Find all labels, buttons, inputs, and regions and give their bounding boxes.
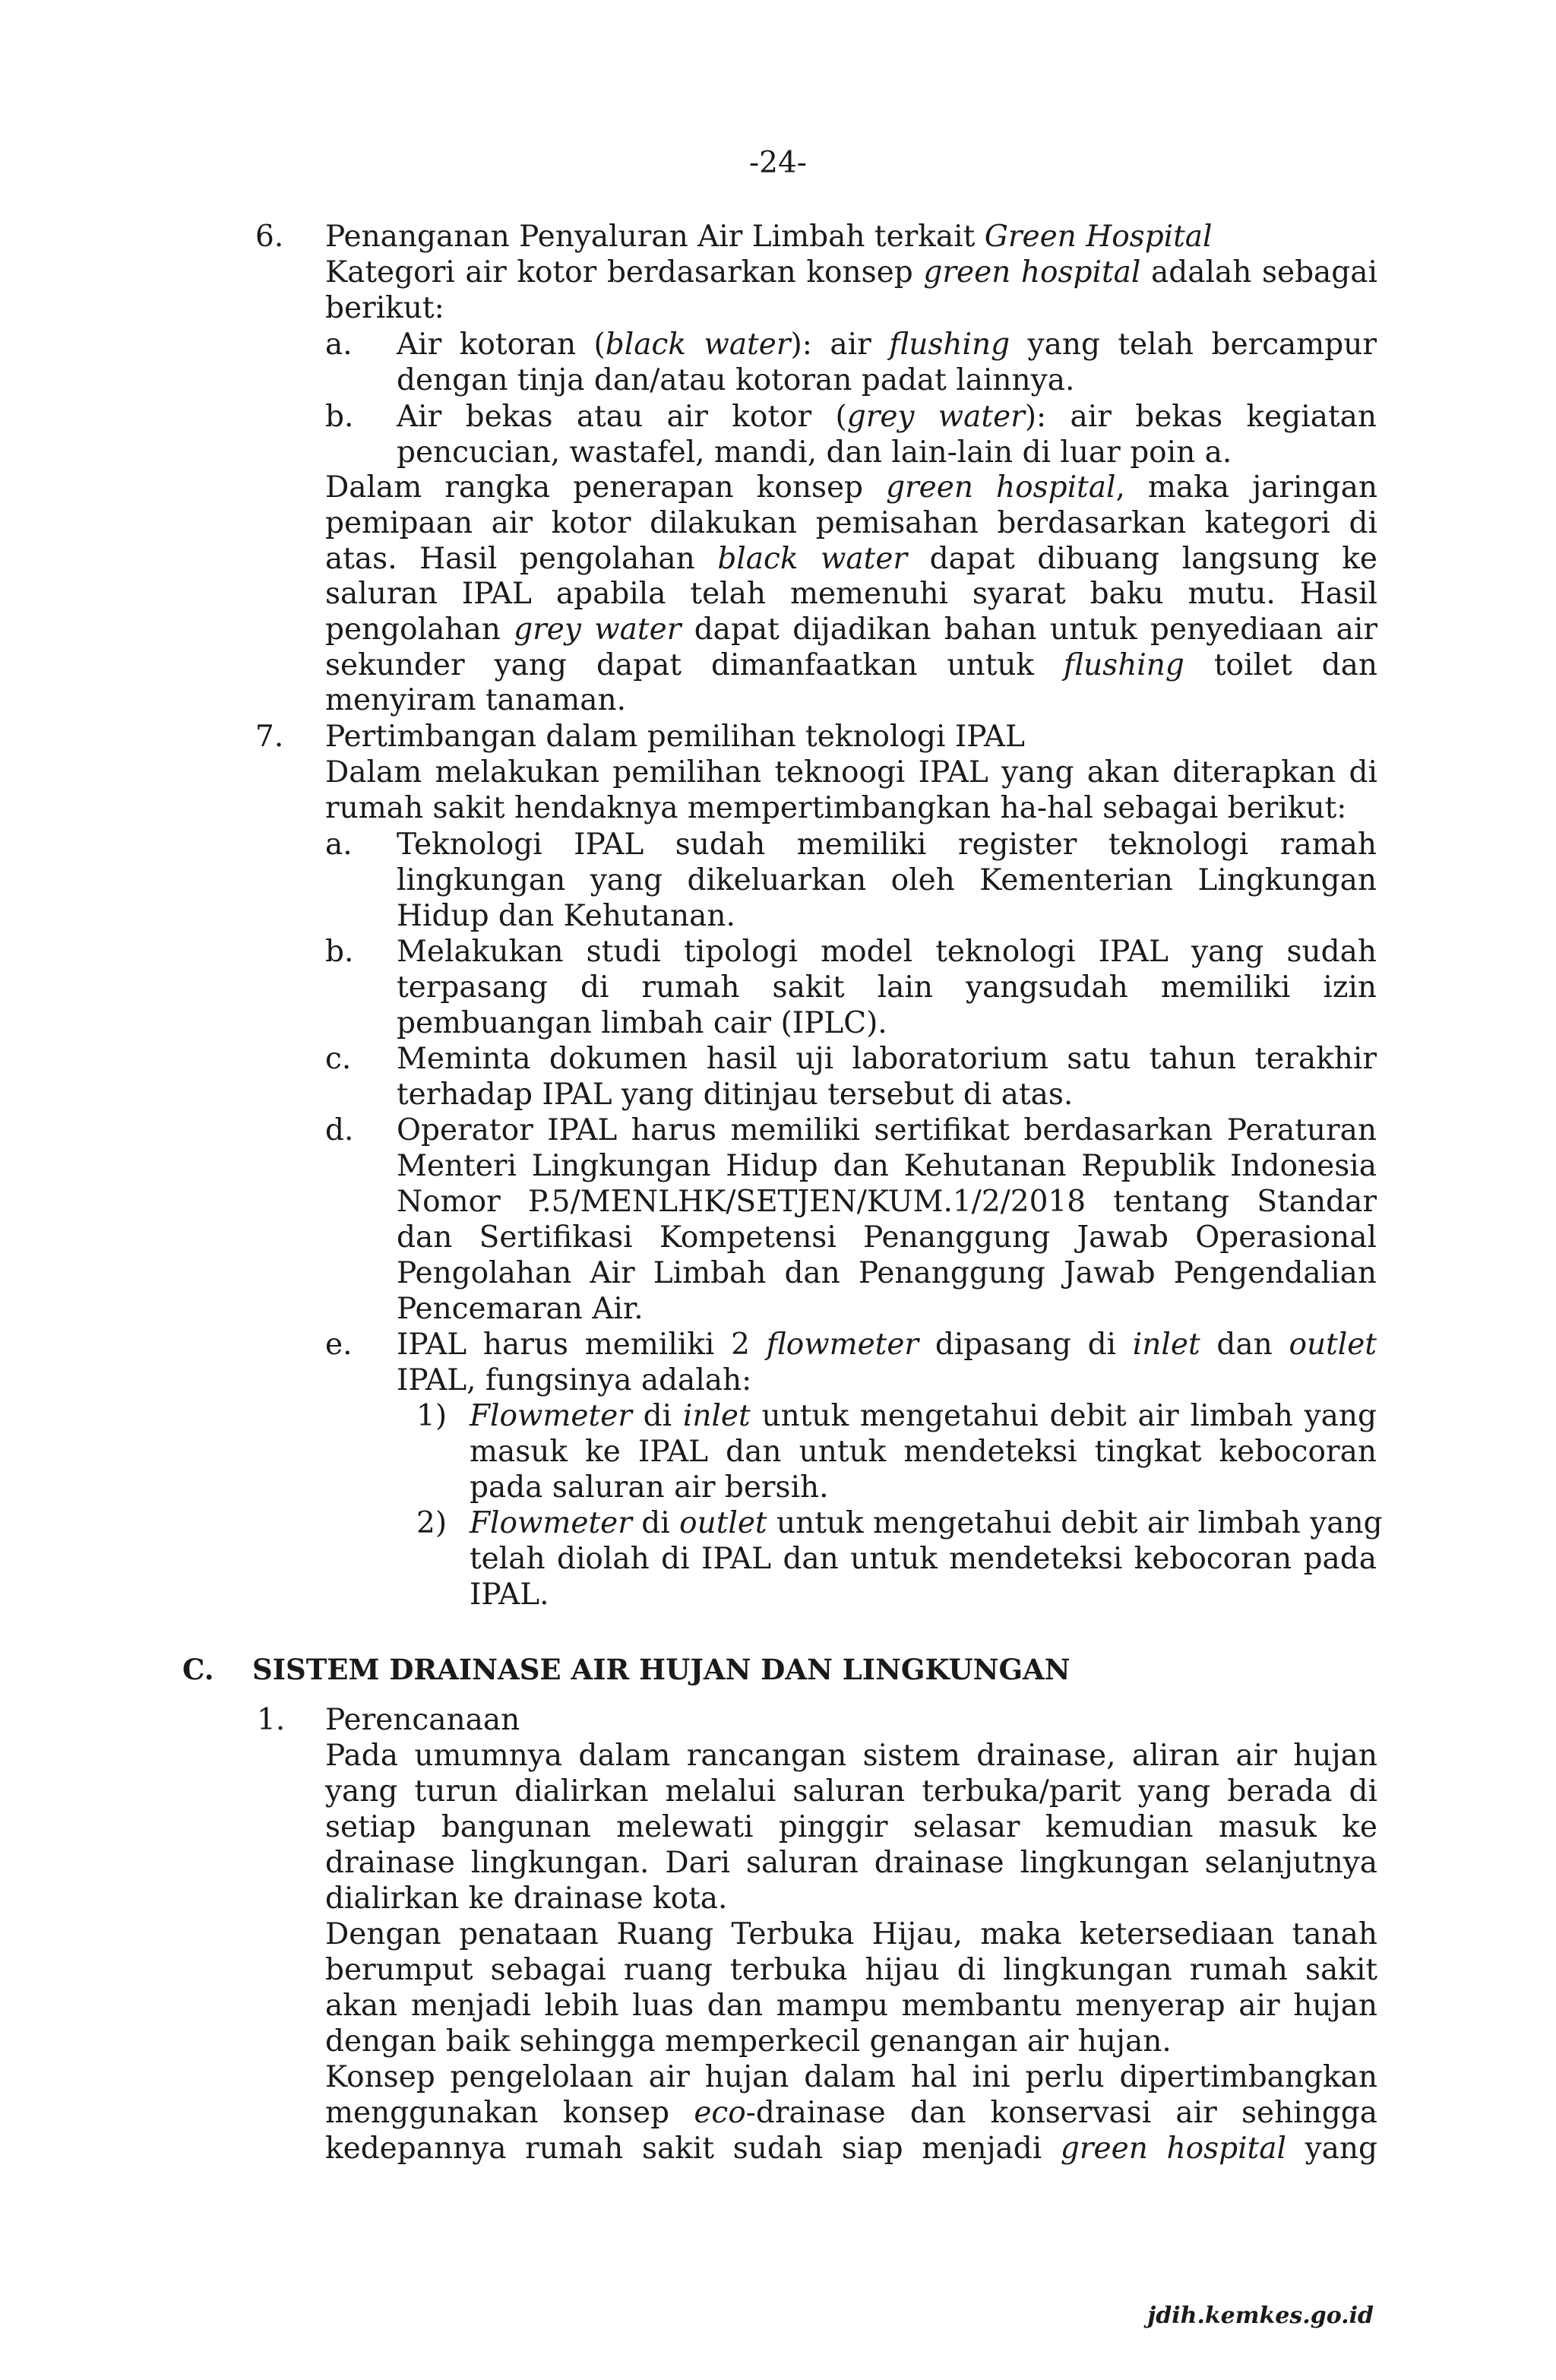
list-marker: a. — [325, 828, 353, 862]
text-line: Nomor P.5/MENLHK/SETJEN/KUM.1/2/2018 tentang Standar — [397, 1185, 1377, 1219]
list-marker: C. — [182, 1653, 214, 1686]
text-line: dialirkan ke drainase kota. — [325, 1882, 728, 1916]
text-line: kedepannya rumah sakit sudah siap menjadi green hospital yang — [325, 2132, 1378, 2166]
text-line: menyiram tanaman. — [325, 683, 626, 717]
text-line: Pengolahan Air Limbah dan Penanggung Jawab Pengendalian — [397, 1256, 1377, 1290]
text-line: akan menjadi lebih luas dan mampu membantu menyerap air hujan — [325, 1989, 1377, 2023]
text-line: masuk ke IPAL dan untuk mendeteksi tingkat kebocoran — [470, 1435, 1377, 1469]
text-line: Konsep pengelolaan air hujan dalam hal ini perlu dipertimbangkan — [325, 2060, 1377, 2094]
list-marker: 2) — [416, 1506, 448, 1540]
text-line: Penanganan Penyaluran Air Limbah terkait Green Hospital — [325, 220, 1213, 254]
text-line: Melakukan studi tipologi model teknologi IPAL yang sudah — [397, 935, 1377, 969]
list-marker: 1) — [416, 1399, 448, 1433]
text-line: Dalam rangka penerapan konsep green hospital, maka jaringan — [325, 470, 1377, 505]
text-line: Meminta dokumen hasil uji laboratorium satu tahun terakhir — [397, 1042, 1377, 1076]
text-line: menggunakan konsep eco-drainase dan konservasi air sehingga — [325, 2096, 1377, 2130]
text-line: Pada umumnya dalam rancangan sistem drainase, aliran air hujan — [325, 1739, 1377, 1773]
text-line: Hidup dan Kehutanan. — [397, 899, 735, 933]
list-marker: d. — [325, 1113, 354, 1147]
text-line: Menteri Lingkungan Hidup dan Kehutanan Republik Indonesia — [397, 1149, 1377, 1183]
text-line: Dalam melakukan pemilihan teknoogi IPAL yang akan diterapkan di — [325, 755, 1377, 790]
list-marker: 1. — [257, 1703, 286, 1737]
text-line: pencucian, wastafel, mandi, dan lain-lain di luar poin a. — [397, 435, 1232, 470]
text-line: Flowmeter di inlet untuk mengetahui debit air limbah yang — [470, 1399, 1377, 1433]
text-line: Operator IPAL harus memiliki sertifikat berdasarkan Peraturan — [397, 1113, 1377, 1147]
text-line: IPAL. — [470, 1578, 549, 1612]
text-line: Perencanaan — [325, 1703, 520, 1737]
list-marker: b. — [325, 935, 354, 969]
text-line: pengolahan grey water dapat dijadikan bahan untuk penyediaan air — [325, 612, 1378, 647]
text-line: lingkungan yang dikeluarkan oleh Kementerian Lingkungan — [397, 863, 1377, 897]
list-marker: e. — [325, 1328, 353, 1362]
footer-source: jdih.kemkes.go.id — [1147, 2302, 1374, 2329]
text-line: dengan tinja dan/atau kotoran padat lainnya. — [397, 363, 1075, 397]
text-line: telah diolah di IPAL dan untuk mendeteksi kebocoran pada — [470, 1542, 1377, 1576]
text-line: setiap bangunan melewati pinggir selasar kemudian masuk ke — [325, 1810, 1377, 1844]
text-line: Teknologi IPAL sudah memiliki register teknologi ramah — [397, 828, 1377, 862]
text-line: Kategori air kotor berdasarkan konsep green hospital adalah sebagai — [325, 255, 1377, 290]
text-line: drainase lingkungan. Dari saluran drainase lingkungan selanjutnya — [325, 1846, 1377, 1880]
text-line: dan Sertifikasi Kompetensi Penanggung Jawab Operasional — [397, 1220, 1377, 1255]
text-line: saluran IPAL apabila telah memenuhi syarat baku mutu. Hasil — [325, 577, 1377, 611]
list-marker: 7. — [255, 720, 284, 754]
text-line: sekunder yang dapat dimanfaatkan untuk flushing toilet dan — [325, 648, 1378, 682]
text-line: rumah sakit hendaknya mempertimbangkan ha-hal sebagai berikut: — [325, 791, 1347, 825]
text-line: Air bekas atau air kotor (grey water): air bekas kegiatan — [397, 400, 1377, 434]
text-line: IPAL, fungsinya adalah: — [397, 1363, 752, 1397]
page-number: -24- — [749, 146, 807, 180]
text-line: yang turun dialirkan melalui saluran terbuka/parit yang berada di — [325, 1774, 1377, 1809]
text-line: terpasang di rumah sakit lain yangsudah memiliki izin — [397, 970, 1377, 1005]
text-line: berumput sebagai ruang terbuka hijau di lingkungan rumah sakit — [325, 1953, 1377, 1987]
text-line: pada saluran air bersih. — [470, 1470, 829, 1505]
list-marker: 6. — [255, 220, 284, 254]
text-line: Dengan penataan Ruang Terbuka Hijau, maka ketersediaan tanah — [325, 1917, 1377, 1951]
text-line: atas. Hasil pengolahan black water dapat dibuang langsung ke — [325, 542, 1378, 576]
text-line: berikut: — [325, 291, 444, 325]
list-marker: a. — [325, 328, 353, 362]
text-line: terhadap IPAL yang ditinjau tersebut di atas. — [397, 1078, 1074, 1112]
text-line: pembuangan limbah cair (IPLC). — [397, 1006, 887, 1040]
section-heading: SISTEM DRAINASE AIR HUJAN DAN LINGKUNGAN — [252, 1653, 1071, 1686]
text-line: IPAL harus memiliki 2 flowmeter dipasang di inlet dan outlet — [397, 1328, 1377, 1362]
text-line: Pertimbangan dalam pemilihan teknologi IPAL — [325, 720, 1025, 754]
text-line: pemipaan air kotor dilakukan pemisahan berdasarkan kategori di — [325, 506, 1377, 540]
text-line: Pencemaran Air. — [397, 1292, 644, 1326]
list-marker: b. — [325, 400, 354, 434]
text-line: dengan baik sehingga memperkecil genangan air hujan. — [325, 2024, 1172, 2059]
text-line: Air kotoran (black water): air flushing yang telah bercampur — [397, 328, 1377, 362]
text-line: Flowmeter di outlet untuk mengetahui debit air limbah yang — [470, 1506, 1383, 1540]
list-marker: c. — [325, 1042, 352, 1076]
